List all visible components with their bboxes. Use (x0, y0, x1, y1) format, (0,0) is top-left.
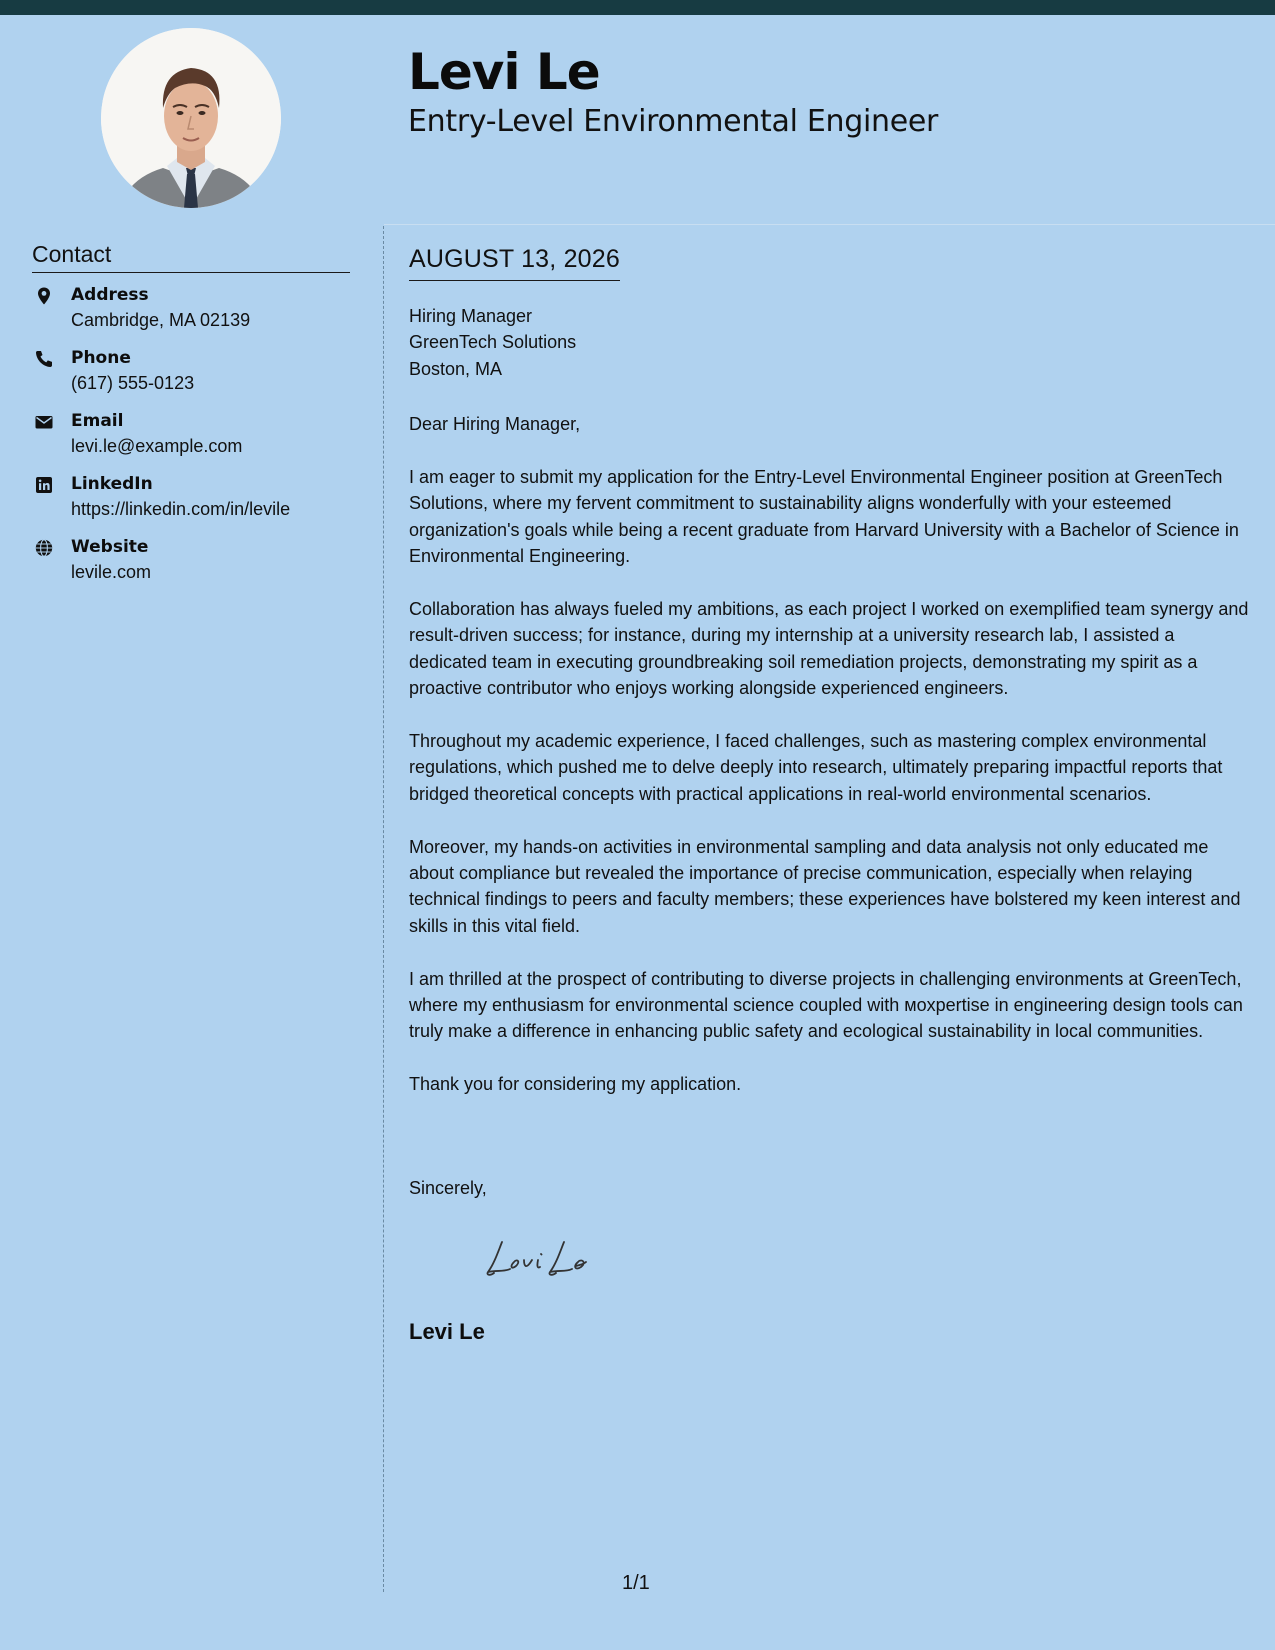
body-paragraph: I am thrilled at the prospect of contributing to diverse projects in challenging environments at GreenTech, where my enthusiasm for environmental science coupled with ᴍoxpertise in engineering design tools can truly make a difference in enhancing public safety and ecological sustainability in local communities. (409, 968, 1243, 1042)
phone-icon (34, 349, 54, 369)
avatar (101, 28, 281, 208)
body-paragraph: Moreover, my hands-on activities in environmental sampling and data analysis not only educated me about compliance but revealed the importance of precise communication, especially when relaying technical findings to peers and faculty members; these experiences have bolstered my keen interest and skills in this vital field. (409, 836, 1241, 936)
contact-item-phone (32, 346, 372, 396)
recipient-line: Boston, MA (409, 358, 503, 379)
map-pin-icon (34, 286, 54, 306)
job-title: Entry-Level Environmental Engineer (408, 104, 939, 139)
contact-item-linkedin (32, 472, 372, 522)
body-paragraph: Thank you for considering my application. (409, 1074, 742, 1095)
column-divider (383, 226, 384, 1592)
applicant-name: Levi Le (408, 43, 600, 101)
contact-item-email (32, 409, 372, 459)
letter-date: AUGUST 13, 2026 (409, 243, 620, 281)
envelope-icon (34, 412, 54, 432)
contact-list (32, 283, 372, 598)
website-value[interactable]: levile.com (71, 562, 152, 582)
body-paragraph: Throughout my academic experience, I faced challenges, such as mastering complex environmental regulations, which pushed me to delve deeply into research, ultimately preparing impactful reports that bridged theoretical concepts with practical applications in real-world environmental scenarios. (409, 731, 1223, 804)
linkedin-value[interactable]: https://linkedin.com/in/levile (71, 499, 291, 519)
contact-label: Email (71, 411, 124, 431)
handwritten-signature (480, 1232, 610, 1282)
body-paragraph: I am eager to submit my application for the Entry-Level Environmental Engineer position at GreenTech Solutions, where my fervent commitment to sustainability aligns wonderfully with your esteemed organization's goals while being a recent graduate from Harvard University with a Bachelor of Science in Environmental Engineering. (409, 467, 1239, 567)
signer-name: Levi Le (409, 1319, 485, 1344)
page-number: 1/1 (622, 1572, 650, 1594)
address-value: Cambridge, MA 02139 (71, 310, 251, 330)
recipient-line: Hiring Manager (409, 306, 533, 326)
email-value[interactable]: levi.le@example.com (71, 436, 243, 456)
recipient-line: GreenTech Solutions (409, 332, 577, 353)
contact-label: Address (71, 285, 149, 305)
closing: Sincerely, (409, 1178, 487, 1198)
body-paragraph: Collaboration has always fueled my ambitions, as each project I worked on exemplified team synergy and result-driven success; for instance, during my internship at a university research lab, I assisted a dedicated team in executing groundbreaking soil remediation projects, demonstrating my spirit as a proactive contributor who enjoys working alongside experienced engineers. (409, 599, 1249, 699)
contact-label: Phone (71, 348, 131, 368)
contact-item-address (32, 283, 372, 333)
top-bar (0, 0, 1275, 15)
header-divider (384, 224, 1275, 225)
avatar-photo (101, 28, 281, 208)
contact-item-website (32, 535, 372, 585)
contact-label: Website (71, 537, 149, 557)
salutation: Dear Hiring Manager, (409, 414, 581, 434)
contact-heading: Contact (32, 240, 350, 273)
globe-icon (34, 538, 54, 558)
recipient-block (409, 303, 576, 382)
linkedin-icon (34, 475, 54, 495)
phone-value: (617) 555-0123 (71, 373, 195, 393)
letter-body (409, 464, 1254, 1124)
contact-label: LinkedIn (71, 474, 153, 494)
